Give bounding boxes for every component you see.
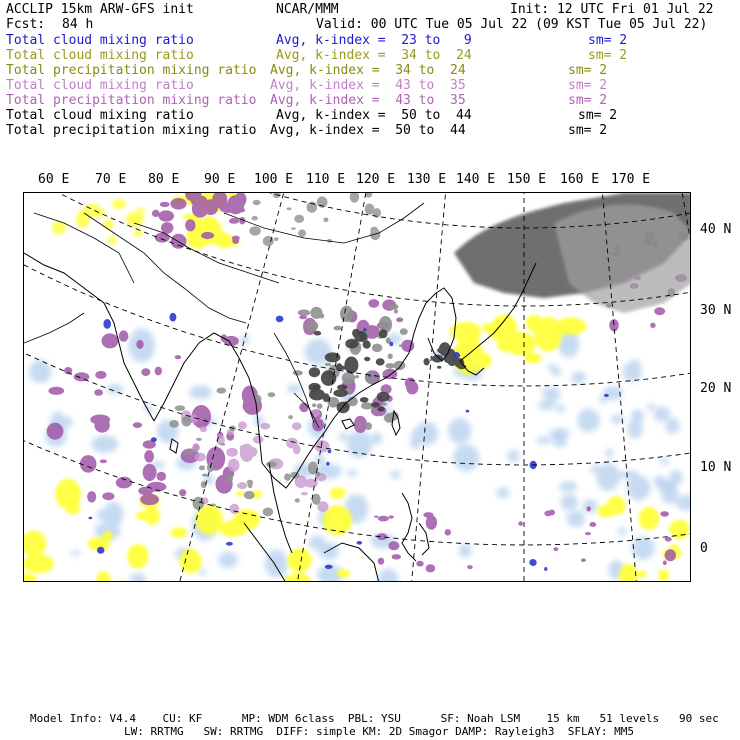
fcst-label: Fcst: <box>6 17 46 32</box>
longitude-label: 110 E <box>306 172 346 187</box>
legend-avg: Avg, k-index = 43 to 35 <box>270 78 466 93</box>
legend-avg: Avg, k-index = 50 to 44 <box>276 108 472 123</box>
legend-row <box>6 48 734 63</box>
legend-row <box>6 33 734 48</box>
legend-sm: sm= 2 <box>568 123 608 138</box>
legend-field: Total cloud mixing ratio <box>6 78 194 93</box>
longitude-label: 160 E <box>560 172 600 187</box>
latitude-label: 30 N <box>700 303 732 318</box>
cloud-band <box>554 204 691 313</box>
legend-sm: sm= 2 <box>568 93 608 108</box>
latitude-label: 40 N <box>700 222 732 237</box>
legend-sm: sm= 2 <box>568 63 608 78</box>
latitude-label: 20 N <box>700 381 732 396</box>
map-panel <box>23 192 691 582</box>
legend-row <box>6 93 734 108</box>
valid-time: Valid: 00 UTC Tue 05 Jul 22 (09 KST Tue 05 Jul 22) <box>316 17 708 32</box>
longitude-label: 60 E <box>38 172 70 187</box>
longitude-label: 90 E <box>204 172 236 187</box>
legend-field: Total cloud mixing ratio <box>6 33 194 48</box>
legend-sm: sm= 2 <box>578 108 618 123</box>
map-canvas <box>24 193 691 582</box>
longitude-label: 140 E <box>456 172 496 187</box>
legend-row <box>6 78 734 93</box>
org-label: NCAR/MMM <box>276 2 339 17</box>
legend-field: Total precipitation mixing ratio <box>6 63 257 78</box>
longitude-label: 170 E <box>611 172 651 187</box>
legend-sm: sm= 2 <box>568 78 608 93</box>
legend-avg: Avg, k-index = 43 to 35 <box>270 93 466 108</box>
longitude-label: 150 E <box>507 172 547 187</box>
legend-row <box>6 108 734 123</box>
longitude-label: 130 E <box>407 172 447 187</box>
legend-avg: Avg, k-index = 50 to 44 <box>270 123 466 138</box>
legend-avg: Avg, k-index = 34 to 24 <box>270 63 466 78</box>
legend-avg: Avg, k-index = 34 to 24 <box>276 48 472 63</box>
longitude-label: 120 E <box>356 172 396 187</box>
model-title: ACCLIP 15km ARW-GFS init <box>6 2 194 17</box>
legend-field: Total precipitation mixing ratio <box>6 93 257 108</box>
longitude-label: 100 E <box>254 172 294 187</box>
latitude-label: 10 N <box>700 460 732 475</box>
field-patch <box>374 506 676 572</box>
model-physics: LW: RRTMG SW: RRTMG DIFF: simple KM: 2D Smagor DAMP: Rayleigh3 SFLAY: MM5 <box>124 725 634 738</box>
init-time: Init: 12 UTC Fri 01 Jul 22 <box>510 2 714 17</box>
legend-avg: Avg, k-index = 23 to 9 <box>276 33 472 48</box>
longitude-label: 80 E <box>148 172 180 187</box>
field-patch <box>52 199 146 245</box>
legend-row <box>6 63 734 78</box>
legend-row <box>6 123 734 138</box>
legend-field: Total cloud mixing ratio <box>6 108 194 123</box>
legend-field: Total cloud mixing ratio <box>6 48 194 63</box>
legend-field: Total precipitation mixing ratio <box>6 123 257 138</box>
latitude-label: 0 <box>700 541 708 556</box>
fcst-value: 84 h <box>62 17 94 32</box>
model-info: Model Info: V4.4 CU: KF MP: WDM 6class PBL: YSU SF: Noah LSM 15 km 51 levels 90 sec <box>30 712 719 725</box>
legend-sm: sm= 2 <box>588 33 628 48</box>
legend-sm: sm= 2 <box>588 48 628 63</box>
longitude-label: 70 E <box>95 172 127 187</box>
